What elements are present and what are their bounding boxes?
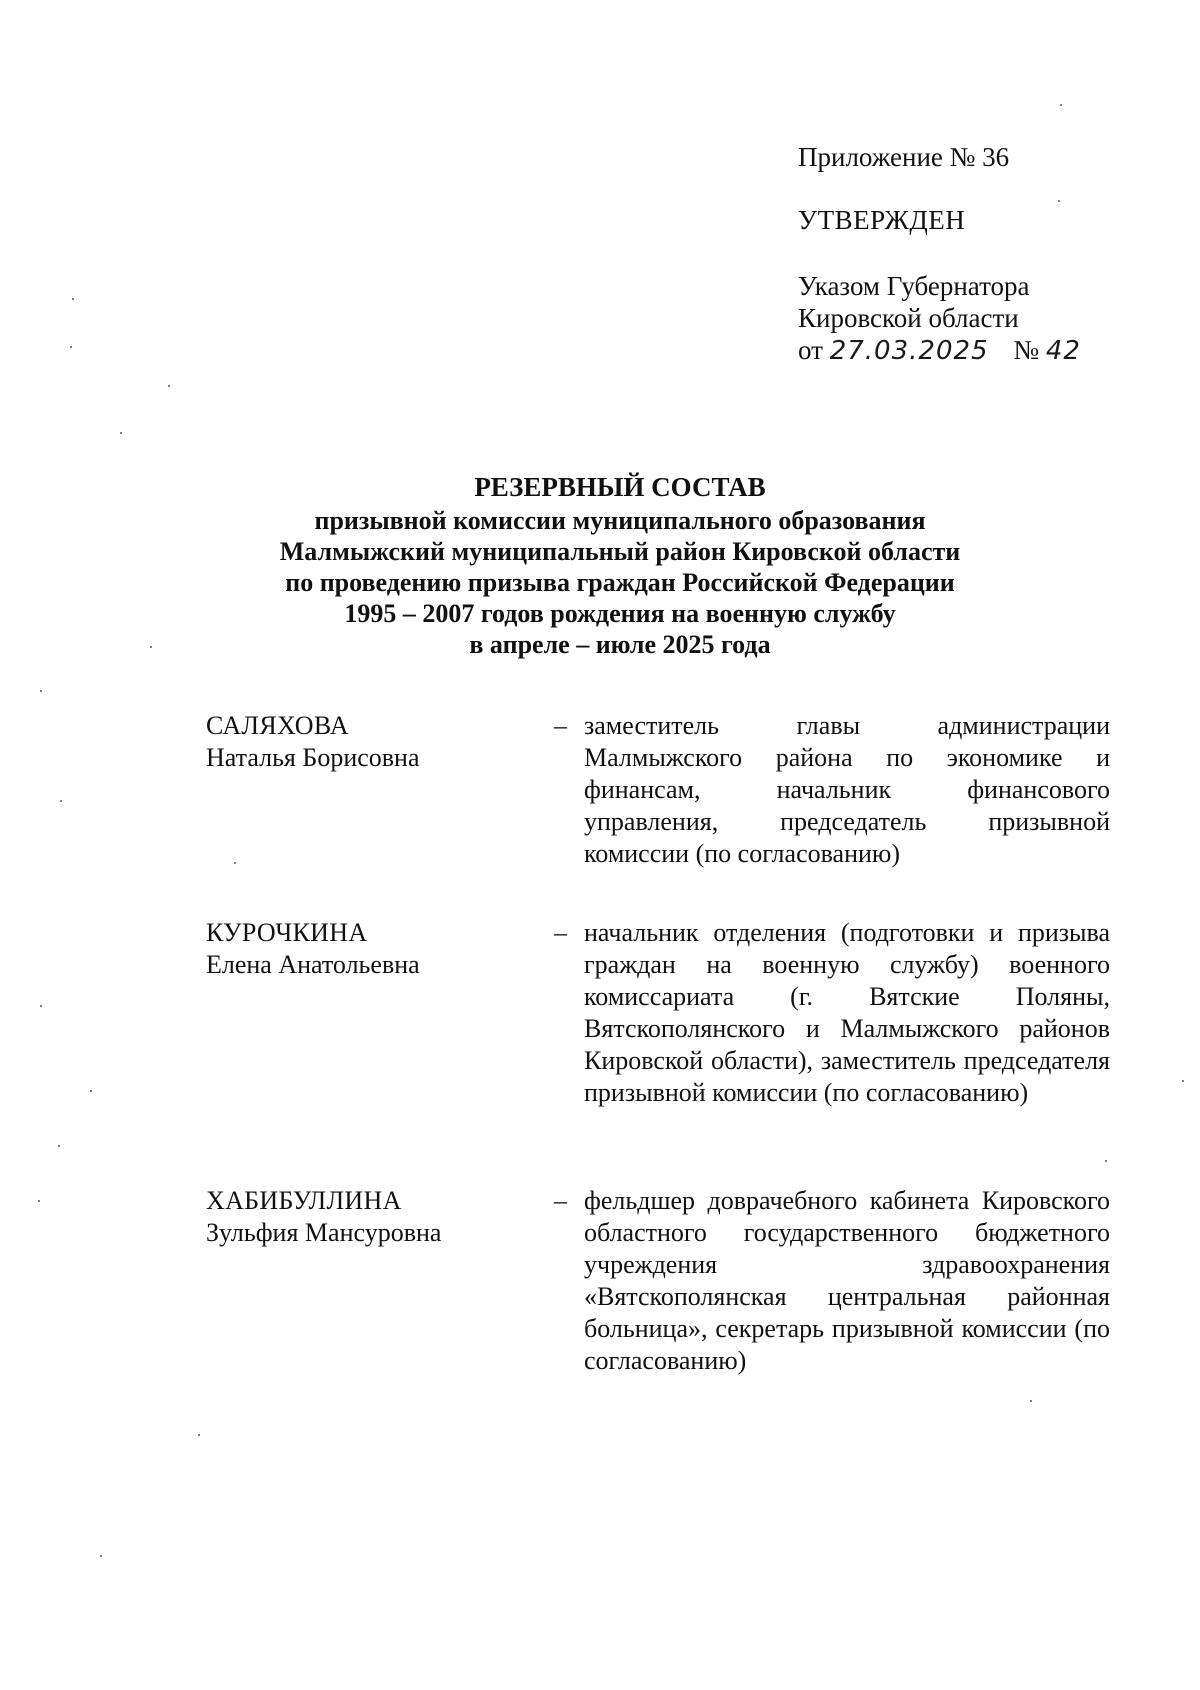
member-name [206,710,546,774]
approved-label: УТВЕРЖДЕН [798,205,966,235]
dash-separator: – [554,711,567,740]
member-name [206,1185,546,1249]
member-surname: КУРОЧКИНА [206,918,368,947]
handwritten-number: 42 [1045,336,1081,366]
title-line-1: РЕЗЕРВНЫЙ СОСТАВ [474,472,766,502]
dash-separator: – [554,1186,567,1215]
member-given-names: Наталья Борисовна [206,743,420,772]
appendix-label: Приложение № 36 [798,142,1010,172]
handwritten-date: 27.03.2025 [829,336,989,366]
title-line-2: призывной комиссии муниципального образования [314,506,926,535]
decree-line-1: Указом Губернатора [798,271,1030,301]
dash-separator: – [554,918,567,947]
member-surname: ХАБИБУЛЛИНА [206,1186,402,1215]
member-name [206,917,546,981]
title-line-4: по проведению призыва граждан Российской Федерации [285,568,955,597]
title-line-3: Малмыжский муниципальный район Кировской области [279,537,961,566]
decree-date-line [798,334,1081,367]
member-role: начальник отделения (подготовки и призыва граждан на военную службу) военного комиссариата (г. Вятские Поляны, Вятскополянского и Малмыжского районов Кировской области), заместитель председателя призывной комиссии (по согласованию) [584,918,1110,1107]
member-given-names: Елена Анатольевна [206,950,420,979]
member-surname: САЛЯХОВА [206,711,349,740]
number-prefix: № [1013,335,1040,365]
decree-line-2: Кировской области [798,303,1019,333]
member-role: заместитель главы администрации Малмыжского района по экономике и финансам, начальник финансового управления, председатель призывной комиссии (по согласованию) [584,711,1110,868]
decree-block [798,270,1081,367]
date-prefix: от [798,335,823,365]
title-line-5: 1995 – 2007 годов рождения на военную службу [344,599,896,628]
member-role: фельдшер доврачебного кабинета Кировского областного государственного бюджетного учреждения здравоохранения «Вятскополянская центральная районная больница», секретарь призывной комиссии (по согласованию) [584,1186,1110,1375]
member-given-names: Зульфия Мансуровна [206,1218,442,1247]
title-line-6: в апреле – июле 2025 года [469,630,771,659]
document-title [240,472,1000,660]
